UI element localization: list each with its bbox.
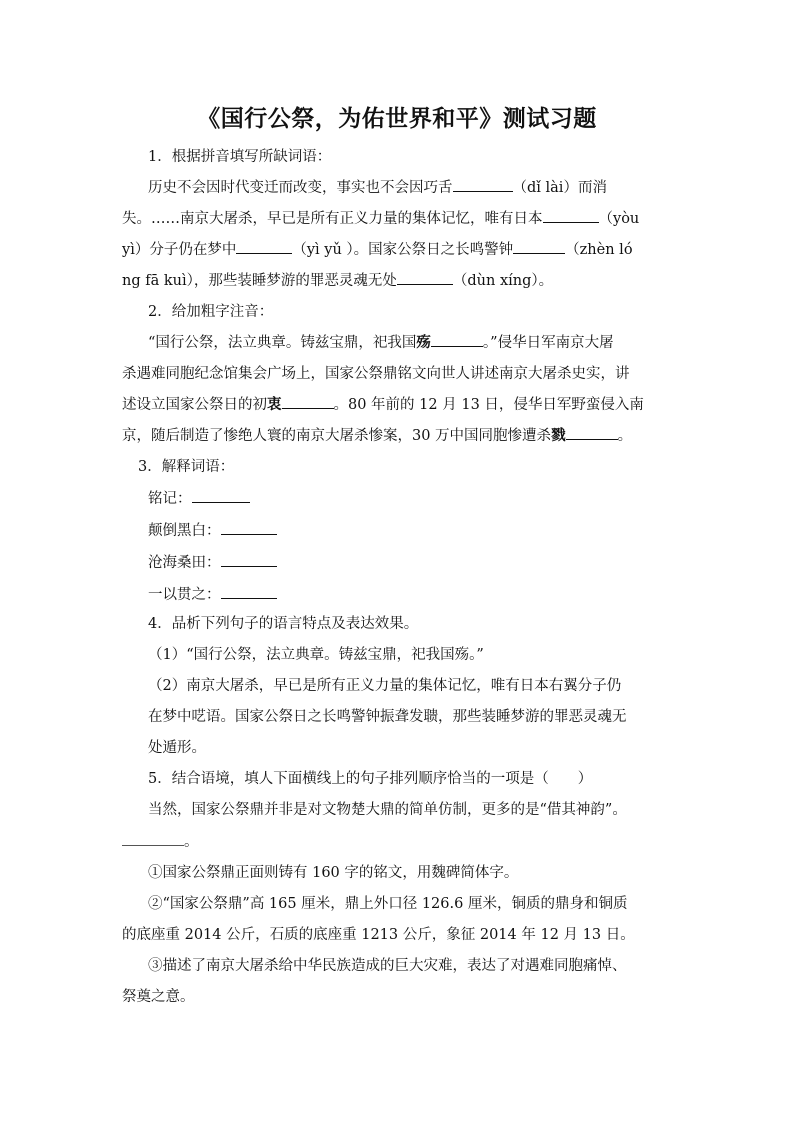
q5-option-1: ①国家公祭鼎正面则铸有 160 字的铭文，用魏碑简体字。 bbox=[148, 865, 519, 881]
q4-sentence-2-line-2: 在梦中呓语。国家公祭日之长鸣警钟振聋发聩，那些装睡梦游的罪恶灵魂无 bbox=[148, 709, 627, 725]
q3-blank-3[interactable] bbox=[221, 566, 277, 567]
q2-blank-3[interactable] bbox=[566, 439, 618, 440]
q2-blank-1[interactable] bbox=[431, 346, 483, 347]
q1-line-3: yì）分子仍在梦中 （yì yǔ ）。国家公祭日之长鸣警钟 （zhèn ló bbox=[122, 242, 633, 258]
q1-prompt: 1．根据拼音填写所缺词语： bbox=[148, 149, 332, 165]
q1-blank-2[interactable] bbox=[543, 222, 599, 223]
q3-item-diandao: 颠倒黑白： bbox=[148, 521, 277, 541]
q5-option-2-line-2: 的底座重 2014 公斤，石质的底座重 1213 公斤，象征 2014 年 12 月 13 日。 bbox=[122, 927, 635, 943]
q2-line-1: “国行公祭，法立典章。铸兹宝鼎，祀我国殇 。”侵华日军南京大屠 bbox=[148, 334, 614, 351]
q3-item-canghai: 沧海桑田： bbox=[148, 553, 277, 573]
q3-item-mingji: 铭记： bbox=[148, 489, 250, 509]
q5-answer-line: 。 bbox=[122, 832, 199, 852]
q5-option-2-line-1: ②“国家公祭鼎”高 165 厘米，鼎上外口径 126.6 厘米，铜质的鼎身和铜质 bbox=[148, 896, 628, 912]
q5-prompt: 5．结合语境，填人下面横线上的句子排列顺序恰当的一项是（ ） bbox=[148, 771, 593, 787]
q3-blank-1[interactable] bbox=[192, 502, 250, 503]
q3-prompt: 3．解释词语： bbox=[138, 459, 235, 475]
q1-line-1: 历史不会因时代变迁而改变，事实也不会因巧舌 （dǐ lài）而消 bbox=[148, 180, 607, 196]
q5-context: 当然，国家公祭鼎并非是对文物楚大鼎的简单仿制，更多的是“借其神韵”。 bbox=[148, 802, 627, 818]
q2-blank-2[interactable] bbox=[282, 408, 334, 409]
q5-option-3-line-1: ③描述了南京大屠杀给中华民族造成的巨大灾难，表达了对遇难同胞痛悼、 bbox=[148, 958, 627, 974]
q1-line-4: ng fā kuì），那些装睡梦游的罪恶灵魂无处 （dùn xíng）。 bbox=[122, 273, 554, 289]
q3-blank-2[interactable] bbox=[221, 534, 277, 535]
q1-blank-4[interactable] bbox=[513, 253, 565, 254]
q3-item-yiyi: 一以贯之： bbox=[148, 585, 277, 605]
q1-blank-1[interactable] bbox=[453, 191, 513, 192]
q2-prompt: 2．给加粗字注音： bbox=[148, 304, 274, 320]
q1-blank-3[interactable] bbox=[236, 253, 292, 254]
bold-char-shang: 殇 bbox=[416, 334, 431, 351]
q5-option-3-line-2: 祭奠之意。 bbox=[122, 989, 195, 1005]
q5-blank[interactable] bbox=[122, 845, 184, 846]
q3-blank-4[interactable] bbox=[221, 598, 277, 599]
q1-line-2: 失。……南京大屠杀，早已是所有正义力量的集体记忆，唯有日本 （yòu bbox=[122, 211, 640, 227]
bold-char-lu: 戮 bbox=[551, 427, 566, 444]
q4-sentence-1: （1）“国行公祭，法立典章。铸兹宝鼎，祀我国殇。” bbox=[148, 647, 484, 663]
q4-prompt: 4．品析下列句子的语言特点及表达效果。 bbox=[148, 616, 419, 632]
q4-sentence-2-line-3: 处遁形。 bbox=[148, 740, 206, 756]
page-title: 《国行公祭，为佑世界和平》测试习题 bbox=[197, 105, 597, 132]
q4-sentence-2-line-1: （2）南京大屠杀，早已是所有正义力量的集体记忆，唯有日本右翼分子仍 bbox=[148, 678, 622, 694]
q2-line-3: 述设立国家公祭日的初衷 。80 年前的 12 月 13 日，侵华日军野蛮侵入南 bbox=[122, 396, 644, 413]
q1-blank-5[interactable] bbox=[397, 284, 453, 285]
bold-char-zhong: 衷 bbox=[267, 396, 282, 413]
q2-line-4: 京，随后制造了惨绝人寰的南京大屠杀惨案，30 万中国同胞惨遭杀戮 。 bbox=[122, 427, 633, 444]
q2-line-2: 杀遇难同胞纪念馆集会广场上，国家公祭鼎铭文向世人讲述南京大屠杀史实，讲 bbox=[122, 366, 630, 382]
